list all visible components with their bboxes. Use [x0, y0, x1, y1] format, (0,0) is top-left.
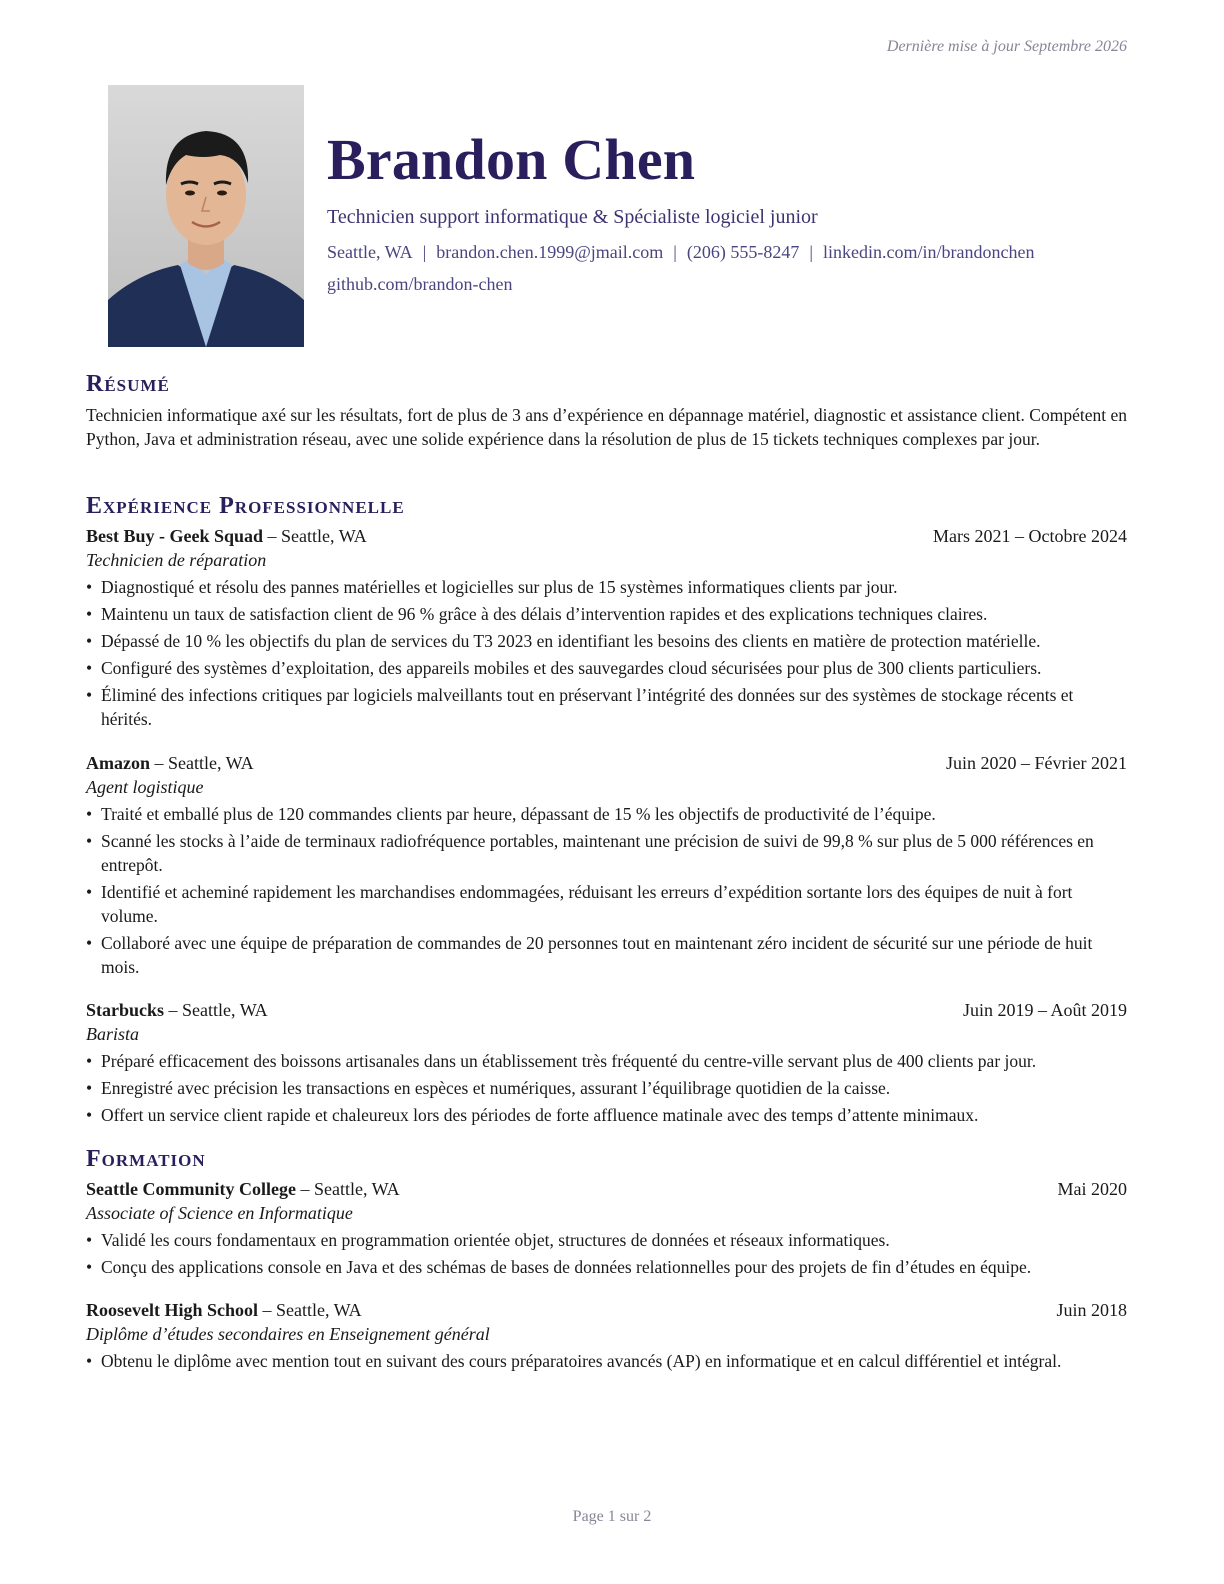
section-title-summary: Résumé: [86, 371, 170, 397]
bullet-item: • Collaboré avec une équipe de préparation de commandes de 20 personnes tout en maintenant zéro incident de sécurité sur une période de huit mois.: [86, 931, 1127, 979]
entry-location: – Seattle, WA: [164, 1000, 268, 1020]
section-title-education: Formation: [86, 1146, 206, 1172]
candidate-name: Brandon Chen: [327, 127, 696, 192]
experience-entry: [86, 751, 1127, 982]
contact-email[interactable]: brandon.chen.1999@jmail.com: [436, 242, 664, 262]
bullet-item: • Conçu des applications console en Java et des schémas de bases de données relationnelles pour des projets de fin d’études en équipe.: [86, 1255, 1127, 1279]
entry-role: Technicien de réparation: [86, 550, 267, 570]
bullet-item: • Éliminé des infections critiques par logiciels malveillants tout en préservant l’intégrité des données sur des systèmes de stockage récents et hérités.: [86, 683, 1127, 731]
entry-organization: Amazon: [86, 753, 150, 773]
entry-header: [86, 998, 1127, 1022]
bullet-item: • Offert un service client rapide et chaleureux lors des périodes de forte affluence matinale avec des temps d’attente minimaux.: [86, 1103, 1127, 1127]
bullet-item: • Enregistré avec précision les transactions en espèces et numériques, assurant l’équilibrage quotidien de la caisse.: [86, 1076, 1127, 1100]
education-entry: [86, 1177, 1127, 1282]
entry-header: [86, 751, 1127, 775]
contact-linkedin[interactable]: linkedin.com/in/brandonchen: [823, 242, 1035, 262]
entry-organization: Starbucks: [86, 1000, 165, 1020]
entry-header: [86, 1177, 1127, 1201]
entry-date: Juin 2019 – Août 2019: [962, 1000, 1127, 1020]
entry-location: – Seattle, WA: [150, 753, 254, 773]
bullet-item: • Identifié et acheminé rapidement les marchandises endommagées, réduisant les erreurs d’expédition sortante lors des équipes de nuit à fort volume.: [86, 880, 1127, 928]
bullet-item: • Validé les cours fondamentaux en programmation orientée objet, structures de données et réseaux informatiques.: [86, 1228, 1127, 1252]
bullet-item: • Maintenu un taux de satisfaction client de 96 % grâce à des délais d’intervention rapides et des explications techniques claires.: [86, 602, 1127, 626]
entry-bullets: [86, 1049, 1127, 1127]
header: [327, 128, 1127, 296]
candidate-title: Technicien support informatique & Spécialiste logiciel junior: [327, 206, 818, 228]
entry-date: Mars 2021 – Octobre 2024: [933, 526, 1127, 546]
entry-location: – Seattle, WA: [258, 1300, 362, 1320]
entry-role: Barista: [86, 1024, 140, 1044]
entry-date: Mai 2020: [1057, 1179, 1127, 1199]
contact-separator: |: [673, 242, 677, 262]
last-updated: Dernière mise à jour Septembre 2026: [886, 38, 1127, 55]
contact-line: [327, 240, 1127, 264]
entry-role: Associate of Science en Informatique: [86, 1203, 353, 1223]
resume-page: [86, 0, 1127, 1584]
entry-date: Juin 2018: [1056, 1300, 1127, 1320]
profile-photo: [108, 85, 304, 347]
bullet-item: • Obtenu le diplôme avec mention tout en suivant des cours préparatoires avancés (AP) en informatique et en calcul différentiel et intégral.: [86, 1349, 1127, 1373]
bullet-item: • Configuré des systèmes d’exploitation, des appareils mobiles et des sauvegardes cloud sécurisées pour plus de 300 clients particuliers.: [86, 656, 1127, 680]
contact-phone[interactable]: (206) 555-8247: [686, 242, 800, 262]
bullet-item: • Dépassé de 10 % les objectifs du plan de services du T3 2023 en identifiant les besoins des clients en matière de protection matérielle.: [86, 629, 1127, 653]
section-title-experience: Expérience Professionnelle: [86, 493, 405, 519]
contact-github[interactable]: github.com/brandon-chen: [327, 274, 513, 294]
summary-text: Technicien informatique axé sur les résultats, fort de plus de 3 ans d’expérience en dépannage matériel, diagnostic et assistance client. Compétent en Python, Java et administration réseau, avec une solide expérience dans la résolution de plus de 15 tickets techniques complexes par jour.: [86, 405, 1127, 449]
education-entry: [86, 1298, 1127, 1376]
experience-entry: [86, 524, 1127, 734]
bullet-item: • Scanné les stocks à l’aide de terminaux radiofréquence portables, maintenant une précision de suivi de 99,8 % sur plus de 5 000 références en entrepôt.: [86, 829, 1127, 877]
experience-entry: [86, 998, 1127, 1130]
contact-location: Seattle, WA: [327, 242, 413, 262]
contact-separator: |: [809, 242, 813, 262]
entry-role: Agent logistique: [86, 777, 204, 797]
entry-organization: Best Buy - Geek Squad: [86, 526, 264, 546]
contact-separator: |: [422, 242, 427, 262]
entry-location: – Seattle, WA: [295, 1179, 400, 1199]
entry-bullets: [86, 1228, 1127, 1279]
bullet-item: • Traité et emballé plus de 120 commandes clients par heure, dépassant de 15 % les objectifs de productivité de l’équipe.: [86, 802, 1127, 826]
entry-location: – Seattle, WA: [263, 526, 367, 546]
entry-date: Juin 2020 – Février 2021: [946, 753, 1127, 773]
entry-header: [86, 524, 1127, 548]
page-footer: Page 1 sur 2: [572, 1508, 652, 1525]
bullet-item: • Diagnostiqué et résolu des pannes matérielles et logicielles sur plus de 15 systèmes informatiques clients par jour.: [86, 575, 1127, 599]
entry-bullets: [86, 575, 1127, 731]
entry-bullets: [86, 1349, 1127, 1373]
entry-bullets: [86, 802, 1127, 979]
entry-header: [86, 1298, 1127, 1322]
bullet-item: • Préparé efficacement des boissons artisanales dans un établissement très fréquenté du centre-ville servant plus de 400 clients par jour.: [86, 1049, 1127, 1073]
entry-organization: Seattle Community College: [86, 1179, 296, 1199]
entry-role: Diplôme d’études secondaires en Enseignement général: [86, 1324, 490, 1344]
entry-organization: Roosevelt High School: [86, 1300, 259, 1320]
